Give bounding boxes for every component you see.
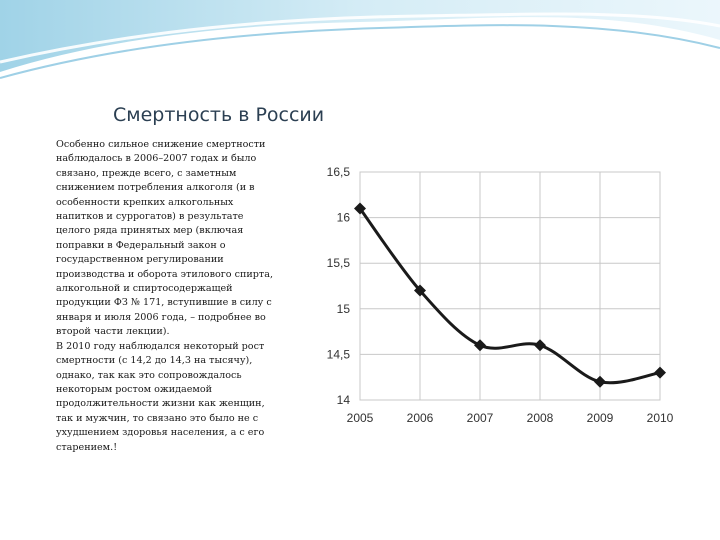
x-tick-label: 2005 — [346, 411, 374, 425]
decorative-wave-header — [0, 0, 720, 90]
y-tick-label: 15 — [336, 301, 350, 316]
y-tick-label: 15,5 — [326, 256, 350, 271]
x-tick-label: 2009 — [586, 411, 614, 425]
x-tick-label: 2007 — [466, 411, 494, 425]
y-tick-label: 16,5 — [326, 165, 350, 179]
y-tick-label: 14 — [336, 393, 350, 407]
x-tick-label: 2010 — [646, 411, 674, 425]
x-tick-label: 2006 — [406, 411, 434, 425]
body-paragraph: Особенно сильное снижение смертности наблюдалось в 2006–2007 годах и было связано, прежде всего, с заметным снижением потребления алкоголя (и в особенности крепких алкогольных напитков и суррогатов) в результате целого ряда принятых мер (включая поправки в Федеральный закон о государственном регулировании производства и оборота этилового спирта, алкогольной и спиртосодержащей продукции ФЗ № 171, вступившие в силу с января и июля 2006 года, – подробнее во второй части лекции). — [56, 139, 273, 338]
x-tick-label: 2008 — [526, 411, 554, 425]
mortality-line-chart — [300, 150, 685, 440]
body-paragraph: В 2010 году наблюдался некоторый рост смертности (с 14,2 до 14,3 на тысячу), однако, так как это сопровождалось некоторым ростом ожидаемой продолжительности жизни как женщин, так и мужчин, то связано это было не с ухудшением здоровья населения, а с его старением.! — [56, 340, 265, 453]
y-tick-label: 16 — [336, 210, 350, 225]
y-tick-label: 14,5 — [326, 347, 350, 362]
plot-area — [360, 172, 660, 400]
slide-body-text — [56, 138, 274, 455]
slide-title: Смертность в России — [113, 104, 325, 126]
